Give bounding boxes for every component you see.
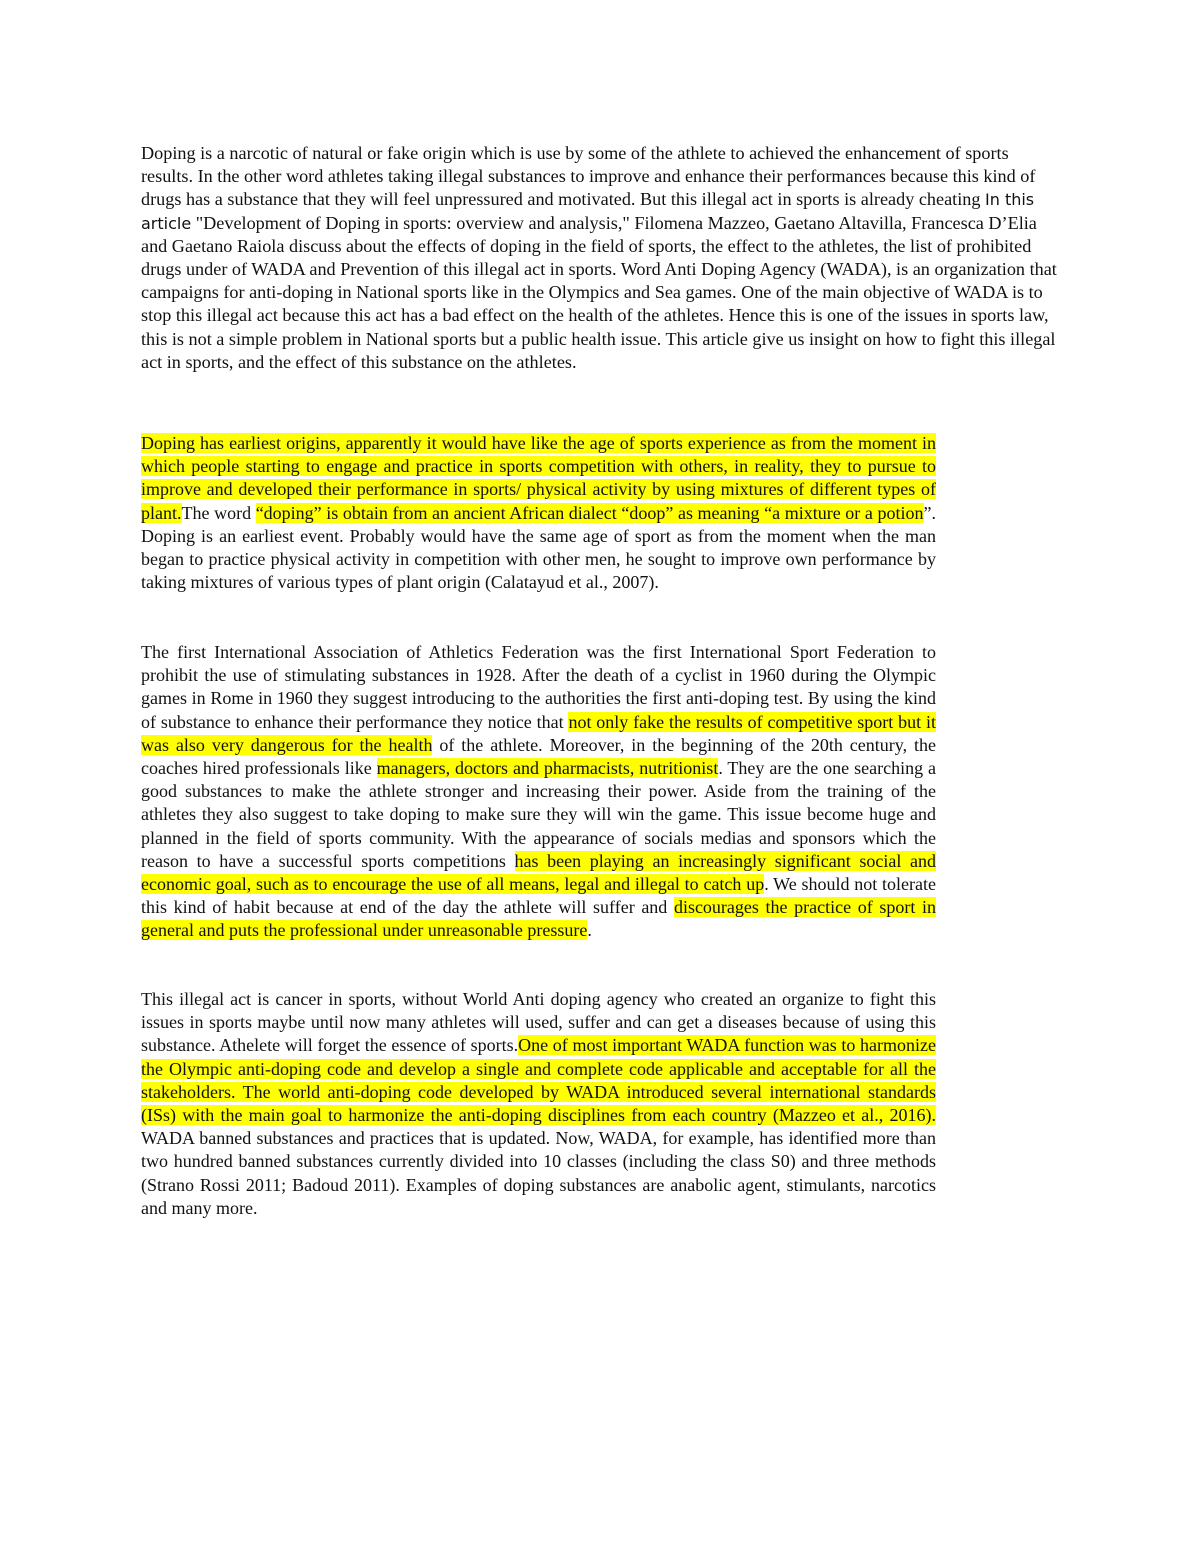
paragraph-text: WADA banned substances and practices that is updated. Now, WADA, for example, has identified more than two hundred banned substances currently divided into 10 classes (including the class S0) and three methods (Strano Rossi 2011; Badoud 2011). Examples of doping substances are anabolic agent, stimulants, narcotics and many more. <box>141 1128 936 1218</box>
paragraph-text: The first International Association of Athletics Federation was the first International Sport Federation to prohibit the use of stimulating substances in 1928. After the death of a cyclist in 1960 during the Olympic games in Rome in 1960 they suggest introducing to the authorities the first anti-doping test. By using the kind of substance to enhance their performance they notice that <box>141 642 936 732</box>
paragraph-text: This illegal act is cancer in sports, without World Anti doping agency who created an organize to fight this issues in sports maybe until now many athletes will used, suffer and can get a diseases because of using this substance. Athelete will forget the essence of sports. <box>141 989 936 1056</box>
paragraph-history <box>141 641 936 943</box>
article-reference-phrase: In this article <box>141 190 1035 233</box>
paragraph-origins <box>141 432 936 594</box>
paragraph-summary <box>141 142 1061 374</box>
highlighted-text: discourages the practice of sport in general and puts the professional under unreasonable pressure <box>141 897 936 941</box>
highlighted-text: managers, doctors and pharmacists, nutritionist <box>376 758 719 779</box>
paragraph-text: . We should not tolerate this kind of habit because at end of the day the athlete will suffer and <box>141 874 936 918</box>
highlighted-text: Doping has earliest origins, apparently it would have like the age of sports experience as from the moment in which people starting to engage and practice in sports competition with others, in reality, they to pursue to improve and developed their performance in sports/ physical activity by using mixtures of different types of plant. <box>141 433 936 523</box>
paragraph-wada <box>141 988 936 1220</box>
paragraph-summary-text: "Development of Doping in sports: overview and analysis," Filomena Mazzeo, Gaetano Altavilla, Francesca D’Elia and Gaetano Raiola discuss about the effects of doping in the field of sports, the effect to the athletes, the list of prohibited drugs under of WADA and Prevention of this illegal act in sports. Word Anti Doping Agency (WADA), is an organization that campaigns for anti-doping in National sports like in the Olympics and Sea games. One of the main objective of WADA is to stop this illegal act because this act has a bad effect on the health of the athletes. Hence this is one of the issues in sports law, this is not a simple problem in National sports but a public health issue. This article give us insight on how to fight this illegal act in sports, and the effect of this substance on the athletes. <box>141 212 1057 372</box>
highlighted-text: “doping” is obtain from an ancient African dialect “doop” as meaning “a mixture or a potion <box>255 502 924 523</box>
highlighted-text: not only fake the results of competitive sport but it was also very dangerous for the health <box>141 711 936 755</box>
paragraph-text: ”. Doping is an earliest event. Probably would have the same age of sport as from the moment when the man began to practice physical activity in competition with other men, he sought to improve own performance by taking mixtures of various types of plant origin (Calatayud et al., 2007). <box>141 502 936 593</box>
highlighted-text: One of most important WADA function was to harmonize the Olympic anti-doping code and develop a single and complete code applicable and acceptable for all the stakeholders. The world anti-doping code developed by WADA introduced several international standards (ISs) with the main goal to harmonize the anti-doping disciplines from each country (Mazzeo et al., 2016). <box>141 1035 936 1126</box>
paragraph-text: The word <box>181 502 256 523</box>
paragraph-text: . <box>587 920 592 941</box>
paragraph-text: of the athlete. Moreover, in the beginning of the 20th century, the coaches hired professionals like <box>141 734 936 779</box>
paragraph-summary-text: Doping is a narcotic of natural or fake origin which is use by some of the athlete to achieved the enhancement of sports results. In the other word athletes taking illegal substances to improve and enhance their performances because this kind of drugs has a substance that they will feel unpressured and motivated. But this illegal act in sports is already cheating <box>141 143 1036 210</box>
highlighted-text: has been playing an increasingly significant social and economic goal, such as to encourage the use of all means, legal and illegal to catch up <box>141 850 936 895</box>
paragraph-text: . They are the one searching a good substances to make the athlete stronger and increasing their power. Aside from the training of the athletes they also suggest to take doping to make sure they will win the game. This issue become huge and planned in the field of sports community. With the appearance of socials medias and sponsors which the reason to have a successful sports competitions <box>141 758 936 871</box>
